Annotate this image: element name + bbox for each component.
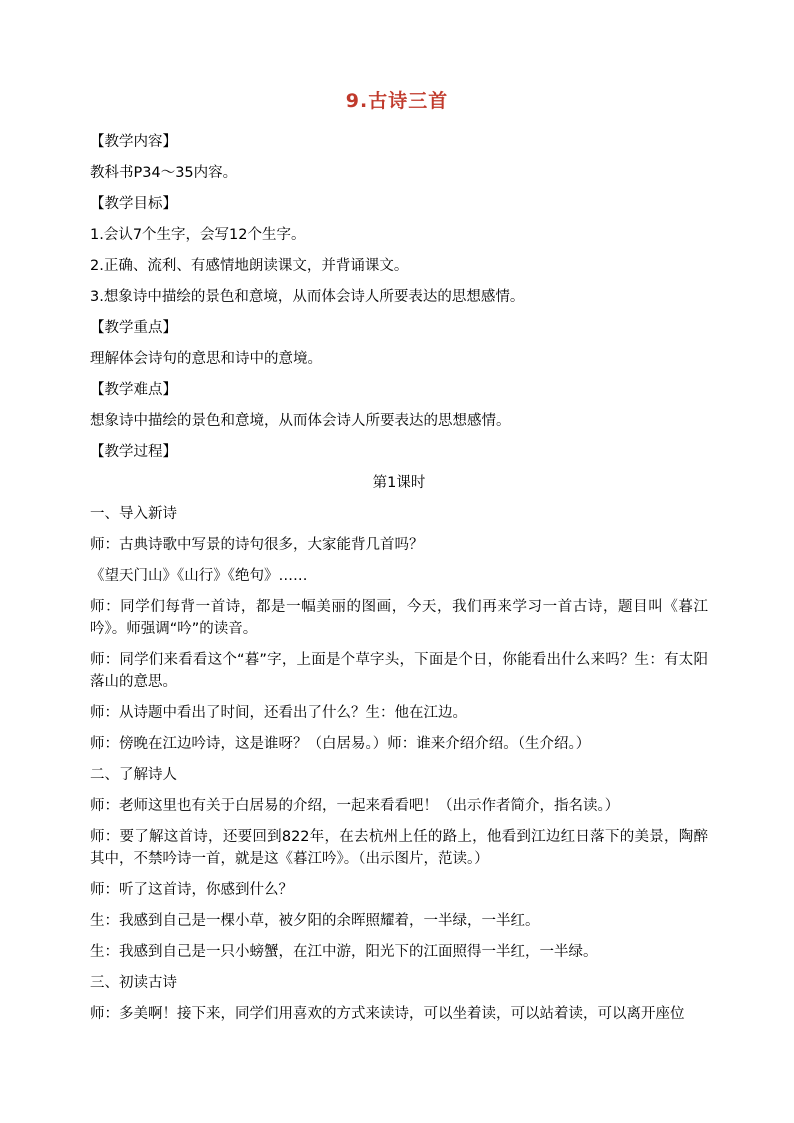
section-heading-key: 【教学重点】 bbox=[90, 320, 177, 336]
lesson-label: 第1课时 bbox=[372, 475, 426, 491]
part-heading: 一、导入新诗 bbox=[90, 506, 177, 522]
part-heading: 二、了解诗人 bbox=[90, 767, 177, 783]
paragraph: 师：听了这首诗，你感到什么？ bbox=[90, 882, 293, 898]
paragraph: 生：我感到自己是一只小螃蟹，在江中游，阳光下的江面照得一半红，一半绿。 bbox=[90, 944, 598, 960]
paragraph: 师：同学们来看看这个“暮”字，上面是个草字头，下面是个日，你能看出什么来吗？生：有太阳落山的意思。 bbox=[90, 652, 708, 690]
section-heading-content: 【教学内容】 bbox=[90, 134, 177, 150]
paragraph: 师：傍晚在江边吟诗，这是谁呀？（白居易。）师：谁来介绍介绍。（生介绍。） bbox=[90, 736, 591, 752]
goal-item: 2.正确、流利、有感情地朗读课文，并背诵课文。 bbox=[90, 258, 409, 274]
paragraph: 师：从诗题中看出了时间，还看出了什么？生：他在江边。 bbox=[90, 705, 467, 721]
paragraph: 《望天门山》《山行》《绝句》…… bbox=[90, 568, 308, 584]
page-title: 9.古诗三首 bbox=[345, 90, 449, 112]
content-text: 教科书P34～35内容。 bbox=[90, 165, 238, 181]
section-heading-goals: 【教学目标】 bbox=[90, 196, 177, 212]
difficulty-text: 想象诗中描绘的景色和意境，从而体会诗人所要表达的思想感情。 bbox=[90, 413, 511, 429]
paragraph: 生：我感到自己是一棵小草，被夕阳的余晖照耀着，一半绿，一半红。 bbox=[90, 913, 540, 929]
document-body bbox=[90, 131, 708, 1025]
paragraph: 师：同学们每背一首诗，都是一幅美丽的图画，今天，我们再来学习一首古诗，题目叫《暮江吟》。师强调“吟”的读音。 bbox=[90, 599, 708, 637]
section-heading-process: 【教学过程】 bbox=[90, 444, 177, 460]
key-text: 理解体会诗句的意思和诗中的意境。 bbox=[90, 351, 322, 367]
section-heading-difficulty: 【教学难点】 bbox=[90, 382, 177, 398]
paragraph: 师：古典诗歌中写景的诗句很多，大家能背几首吗？ bbox=[90, 537, 424, 553]
paragraph: 师：要了解这首诗，还要回到822年，在去杭州上任的路上，他看到江边红日落下的美景，陶醉其中，不禁吟诗一首，就是这《暮江吟》。（出示图片，范读。） bbox=[90, 829, 708, 867]
paragraph: 师：多美啊！接下来，同学们用喜欢的方式来读诗，可以坐着读，可以站着读，可以离开座位 bbox=[90, 1006, 685, 1022]
paragraph: 师：老师这里也有关于白居易的介绍，一起来看看吧！（出示作者简介，指名读。） bbox=[90, 798, 620, 814]
goal-item: 3.想象诗中描绘的景色和意境，从而体会诗人所要表达的思想感情。 bbox=[90, 289, 525, 305]
part-heading: 三、初读古诗 bbox=[90, 975, 177, 991]
goal-item: 1.会认7个生字，会写12个生字。 bbox=[90, 227, 306, 243]
